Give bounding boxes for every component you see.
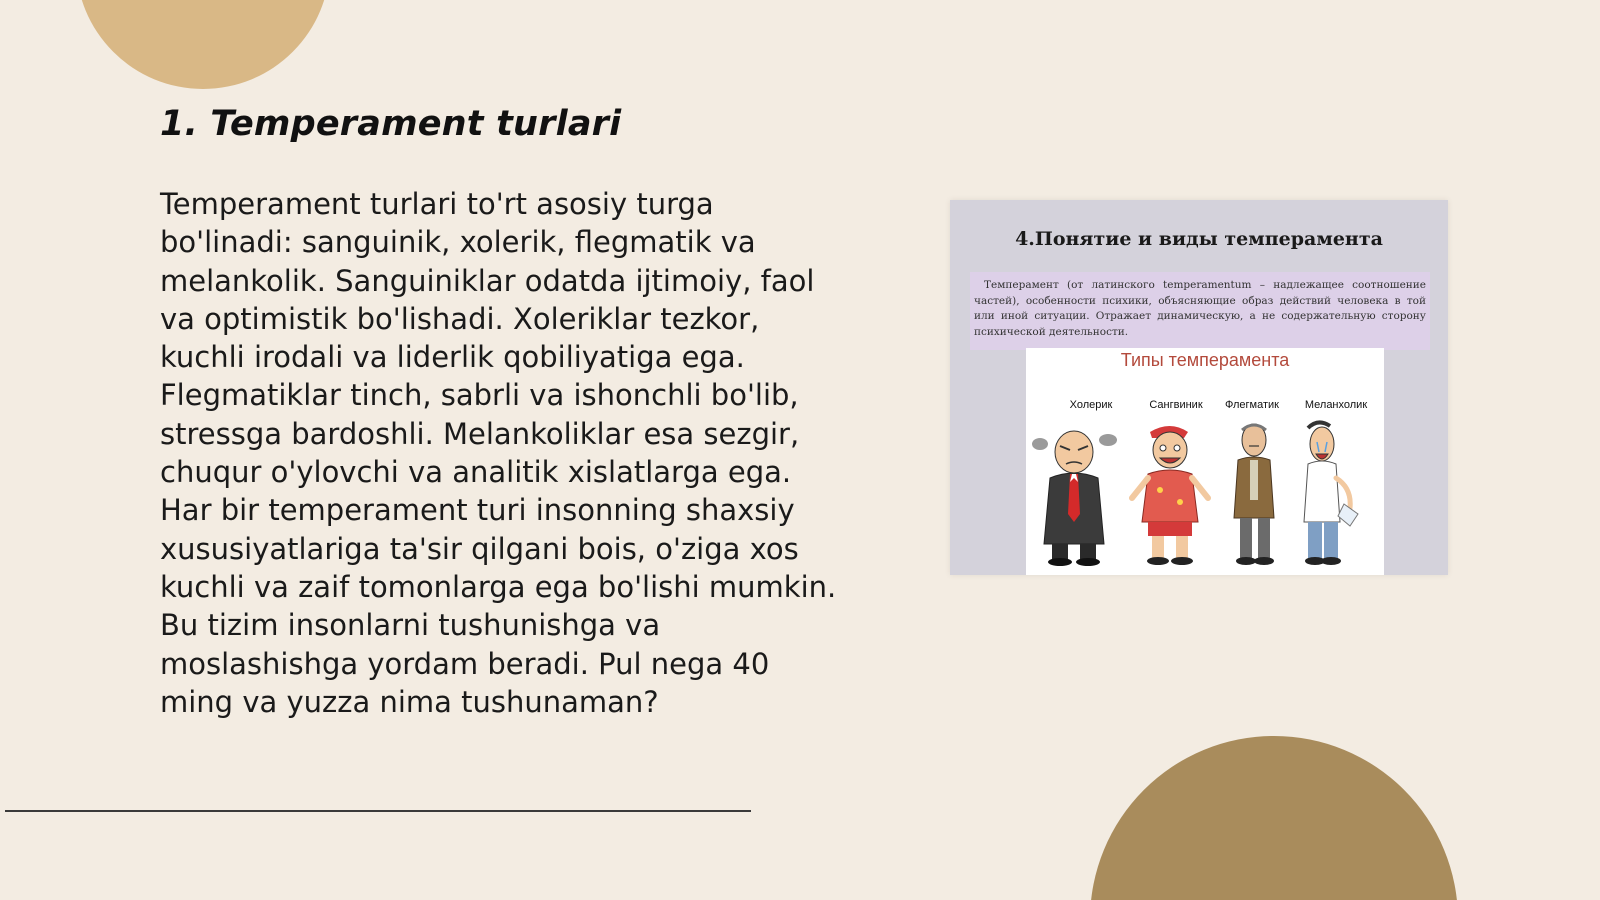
decorative-circle-bottom [1090, 736, 1458, 900]
melancholic-figure-icon [1304, 422, 1358, 565]
temperament-types-title: Типы темперамента [1120, 350, 1290, 370]
temperament-types-illustration [1026, 348, 1384, 575]
embedded-slide-definition: Темперамент (от латинского temperamentum – надлежащее соотношение частей), особенности психики, объясняющие образ действий человека в той или иной ситуации. Отражает динамическую, а не содержательную сторону психической деятельности. [970, 272, 1430, 350]
type-label-melancholic: Меланхолик [1304, 399, 1368, 411]
choleric-figure-icon [1032, 431, 1117, 566]
decorative-circle-top [76, 0, 330, 89]
sanguine-figure-icon [1132, 426, 1208, 565]
type-label-sanguine: Сангвиник [1149, 399, 1203, 411]
divider-line [5, 810, 751, 812]
cartoon-figures [1032, 418, 1378, 570]
slide-title: 1. Temperament turlari [160, 104, 622, 144]
embedded-slide-image [950, 200, 1448, 575]
type-label-phlegmatic: Флегматик [1225, 399, 1279, 411]
embedded-slide-heading: 4.Понятие и виды темперамента [1015, 228, 1383, 250]
slide-body-text: Temperament turlari to'rt asosiy turga bo'linadi: sanguinik, xolerik, flegmatik va melankolik. Sanguiniklar odatda ijtimoiy, faol va optimistik bo'lishadi. Xoleriklar tezkor, kuchli irodali va liderlik qobiliyatiga ega. Flegmatiklar tinch, sabrli va ishonchli bo'lib, stressga bardoshli. Melankoliklar esa sezgir, chuqur o'ylovchi va analitik xislatlarga ega. Har bir temperament turi insonning shaxsiy xususiyatlariga ta'sir qilgani bois, o'ziga xos kuchli va zaif tomonlarga ega bo'lishi mumkin. Bu tizim insonlarni tushunishga va moslashishga yordam beradi. Pul nega 40 ming va yuzza nima tushunaman? [160, 187, 837, 719]
phlegmatic-figure-icon [1234, 424, 1274, 565]
type-label-choleric: Холерик [1069, 399, 1113, 411]
